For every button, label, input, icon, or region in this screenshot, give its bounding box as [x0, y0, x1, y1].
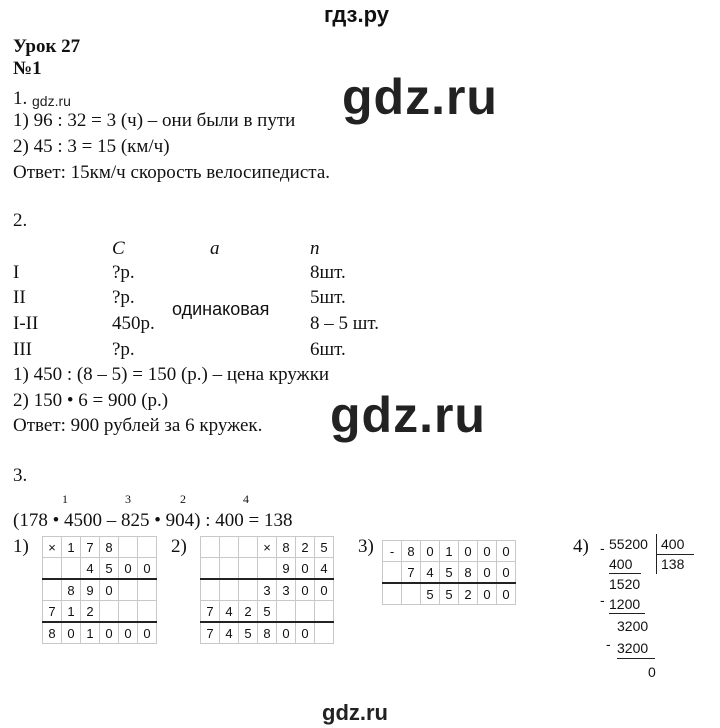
grid-cell: 0 — [459, 541, 478, 562]
grid-cell: - — [383, 541, 402, 562]
expression: (178 • 4500 – 825 • 904) : 400 = 138 — [13, 510, 293, 531]
grid-cell: 5 — [440, 583, 459, 605]
grid-cell: 2 — [296, 537, 315, 558]
grid-cell: 2 — [459, 583, 478, 605]
column-header: C — [112, 238, 125, 259]
solution-line: 2) 45 : 3 = 15 (км/ч) — [13, 136, 170, 157]
subtrahend: 3200 — [617, 640, 649, 656]
remainder-step: 1520 — [609, 576, 641, 592]
multiplication-grid-2 — [200, 536, 334, 644]
grid-cell — [138, 601, 157, 623]
grid-cell: 7 — [201, 601, 220, 623]
grid-cell — [43, 579, 62, 601]
grid-cell: 3 — [258, 579, 277, 601]
order-number: 1 — [62, 492, 68, 506]
subtraction-grid — [382, 540, 516, 605]
grid-cell: 0 — [296, 558, 315, 580]
grid-cell: 8 — [100, 537, 119, 558]
grid-cell — [138, 579, 157, 601]
grid-cell — [220, 537, 239, 558]
grid-cell: 8 — [402, 541, 421, 562]
order-number: 2 — [180, 492, 186, 506]
grid-cell — [220, 579, 239, 601]
grid-cell: 0 — [315, 579, 334, 601]
grid-cell: 0 — [277, 622, 296, 644]
grid-cell: 0 — [497, 562, 516, 584]
grid-cell: 4 — [220, 601, 239, 623]
watermark: gdz.ru — [342, 69, 498, 125]
grid-cell: 0 — [296, 622, 315, 644]
grid-cell: 5 — [258, 601, 277, 623]
grid-cell: 8 — [277, 537, 296, 558]
grid-cell: 0 — [138, 622, 157, 644]
subtrahend: 400 — [609, 556, 633, 572]
grid-cell — [383, 562, 402, 584]
calc-label: 2) — [171, 536, 187, 557]
grid-cell: 0 — [296, 579, 315, 601]
multiplication-grid-1 — [42, 536, 157, 644]
calc-label: 1) — [13, 536, 29, 557]
grid-cell: 0 — [119, 622, 138, 644]
grid-cell: 0 — [478, 583, 497, 605]
part-number: 2. — [13, 210, 28, 231]
grid-cell — [62, 558, 81, 580]
watermark-footer: gdz.ru — [322, 700, 388, 725]
grid-cell: 4 — [315, 558, 334, 580]
grid-cell — [239, 558, 258, 580]
calc-label: 3) — [358, 536, 374, 557]
row-count: 8 – 5 шт. — [310, 313, 380, 334]
grid-cell: 8 — [459, 562, 478, 584]
grid-cell: 5 — [100, 558, 119, 580]
final-remainder: 0 — [648, 664, 656, 680]
grid-cell: 8 — [258, 622, 277, 644]
grid-cell — [201, 579, 220, 601]
grid-cell: 1 — [62, 537, 81, 558]
calc-label: 4) — [573, 536, 589, 557]
site-header: гдз.ру — [324, 2, 389, 27]
row-count: 8шт. — [310, 262, 346, 283]
order-number: 3 — [125, 492, 131, 506]
remainder-step: 3200 — [617, 618, 649, 634]
grid-cell: 0 — [100, 622, 119, 644]
grid-cell: 9 — [81, 579, 100, 601]
column-header: n — [310, 238, 320, 259]
grid-cell: 8 — [43, 622, 62, 644]
grid-cell — [43, 558, 62, 580]
answer-line: Ответ: 900 рублей за 6 кружек. — [13, 415, 263, 436]
row-count: 5шт. — [310, 287, 346, 308]
grid-cell: 1 — [81, 622, 100, 644]
watermark: gdz.ru — [330, 387, 486, 443]
subtrahend: 1200 — [609, 596, 641, 612]
grid-cell — [239, 537, 258, 558]
grid-cell: 0 — [119, 558, 138, 580]
grid-cell: 5 — [440, 562, 459, 584]
grid-cell — [277, 601, 296, 623]
grid-cell: 5 — [315, 537, 334, 558]
grid-cell: 7 — [402, 562, 421, 584]
grid-cell: 0 — [478, 562, 497, 584]
grid-cell: 2 — [239, 601, 258, 623]
grid-cell: 0 — [497, 583, 516, 605]
solution-line: 2) 150 • 6 = 900 (р.) — [13, 390, 169, 411]
grid-cell — [239, 579, 258, 601]
lesson-title: Урок 27 — [13, 36, 81, 57]
grid-cell — [201, 558, 220, 580]
grid-cell: 7 — [81, 537, 100, 558]
grid-cell: 0 — [421, 541, 440, 562]
quotient: 138 — [661, 556, 685, 572]
grid-cell — [100, 601, 119, 623]
same-price-note: одинаковая — [172, 299, 270, 319]
grid-cell: 3 — [277, 579, 296, 601]
solution-line: 1) 96 : 32 = 3 (ч) – они были в пути — [13, 110, 296, 131]
watermark: gdz.ru — [32, 93, 71, 109]
grid-cell: 4 — [421, 562, 440, 584]
row-label: III — [13, 339, 32, 360]
grid-cell: 2 — [81, 601, 100, 623]
grid-cell — [220, 558, 239, 580]
row-price: ?р. — [112, 262, 135, 283]
grid-cell: × — [43, 537, 62, 558]
long-division: - 55200 400 138 400 1520 - 1200 3200 - 3200 0 — [600, 534, 710, 694]
grid-cell — [138, 537, 157, 558]
part-number: 3. — [13, 465, 28, 486]
grid-cell: × — [258, 537, 277, 558]
row-label: I — [13, 262, 20, 283]
column-header: a — [210, 238, 220, 259]
grid-cell — [258, 558, 277, 580]
row-price: 450р. — [112, 313, 155, 334]
row-label: I-II — [13, 313, 39, 334]
grid-cell: 0 — [100, 579, 119, 601]
grid-cell — [315, 601, 334, 623]
grid-cell: 8 — [62, 579, 81, 601]
grid-cell — [119, 601, 138, 623]
grid-cell: 4 — [220, 622, 239, 644]
grid-cell: 5 — [239, 622, 258, 644]
part-number: 1. — [13, 88, 28, 109]
grid-cell: 7 — [43, 601, 62, 623]
divisor: 400 — [661, 536, 685, 552]
solution-line: 1) 450 : (8 – 5) = 150 (р.) – цена кружки — [13, 364, 330, 385]
grid-cell — [383, 583, 402, 605]
grid-cell: 7 — [201, 622, 220, 644]
grid-cell: 4 — [81, 558, 100, 580]
grid-cell: 0 — [497, 541, 516, 562]
grid-cell: 0 — [62, 622, 81, 644]
grid-cell: 1 — [440, 541, 459, 562]
grid-cell — [315, 622, 334, 644]
grid-cell: 0 — [138, 558, 157, 580]
grid-cell — [296, 601, 315, 623]
answer-line: Ответ: 15км/ч скорость велосипедиста. — [13, 162, 330, 183]
row-count: 6шт. — [310, 339, 346, 360]
grid-cell: 1 — [62, 601, 81, 623]
grid-cell: 9 — [277, 558, 296, 580]
grid-cell — [402, 583, 421, 605]
task-number: №1 — [13, 58, 42, 79]
grid-cell — [119, 537, 138, 558]
row-label: II — [13, 287, 26, 308]
grid-cell — [201, 537, 220, 558]
dividend: 55200 — [609, 536, 648, 552]
grid-cell: 5 — [421, 583, 440, 605]
grid-cell — [119, 579, 138, 601]
row-price: ?р. — [112, 287, 135, 308]
grid-cell: 0 — [478, 541, 497, 562]
order-number: 4 — [243, 492, 249, 506]
row-price: ?р. — [112, 339, 135, 360]
